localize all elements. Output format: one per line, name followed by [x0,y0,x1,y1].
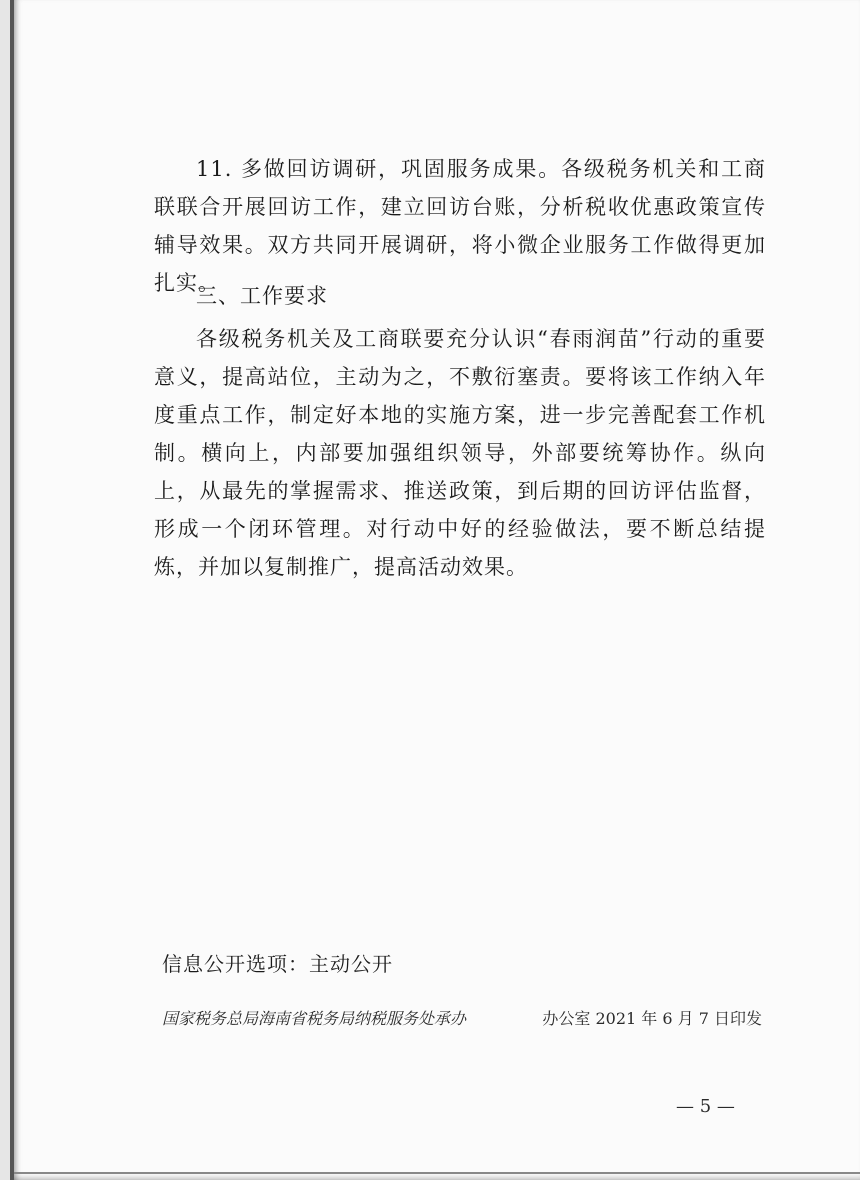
footer-issue-date: 办公室 2021 年 6 月 7 日印发 [542,1009,762,1028]
section-heading: 三、工作要求 [196,284,328,308]
disclosure-option: 信息公开选项：主动公开 [162,952,393,976]
requirements-paragraph: 各级税务机关及工商联要充分认识“春雨润苗”行动的重要意义，提高站位，主动为之，不敷衍塞责。要将该工作纳入年度重点工作，制定好本地的实施方案，进一步完善配套工作机制。横向上，内部要加强组织领导，外部要统筹协作。纵向上，从最先的掌握需求、推送政策，到后期的回访评估监督，形成一个闭环管理。对行动中好的经验做法，要不断总结提炼，并加以复制推广，提高活动效果。 [154,327,766,579]
footer-undertaking-office: 国家税务总局海南省税务局纳税服务处承办 [162,1009,467,1028]
page-number: — 5 — [676,1096,735,1117]
document-page [14,0,860,1180]
paragraph-item-11: 11. 多做回访调研，巩固服务成果。各级税务机关和工商联联合开展回访工作，建立回访台账，分析税收优惠政策宣传辅导效果。双方共同开展调研，将小微企业服务工作做得更加扎实。 [154,157,766,295]
page-bottom-edge [14,1172,860,1174]
footer-issuance-line [162,1006,762,1029]
